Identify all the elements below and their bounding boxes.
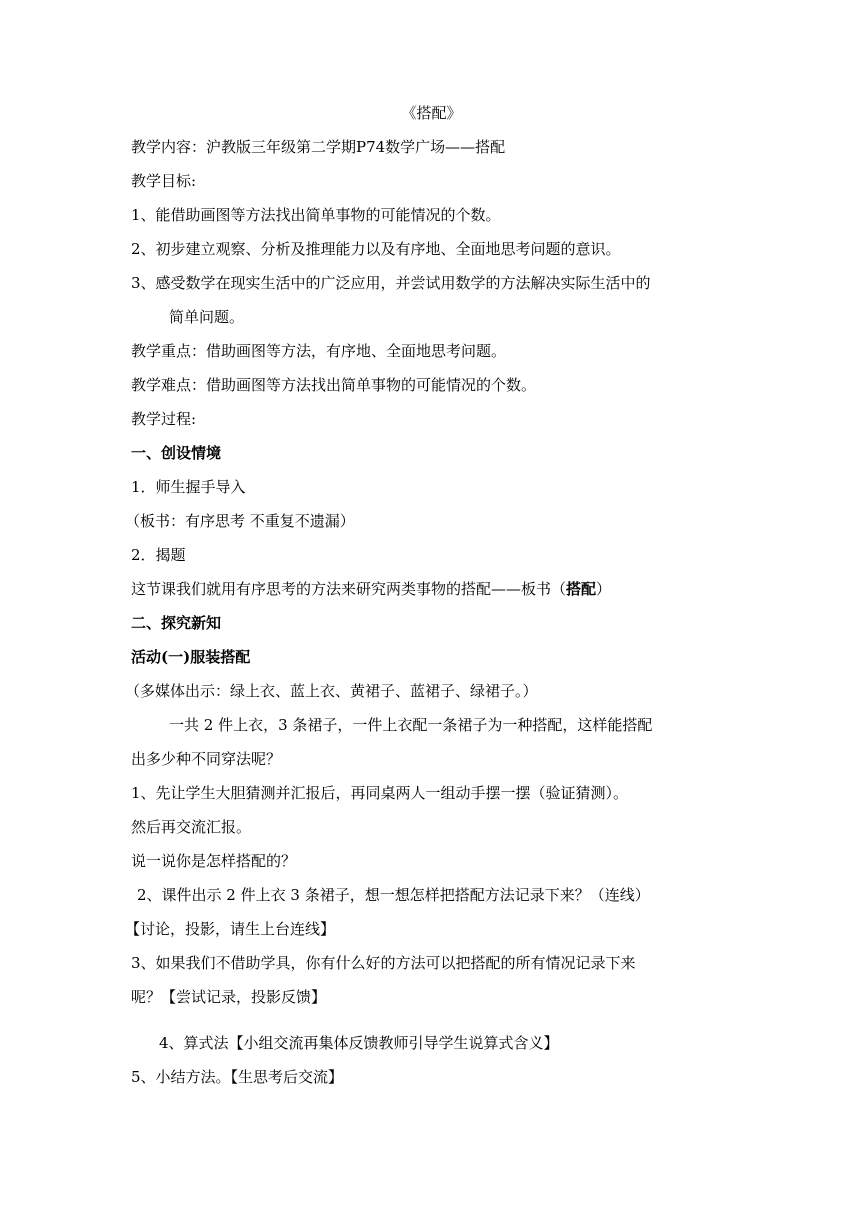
problem-line-1: 一共 2 件上衣，3 条裙子，一件上衣配一条裙子为一种搭配，这样能搭配 (169, 716, 653, 734)
item-5: 5、小结方法。【生思考后交流】 (131, 1068, 344, 1086)
step-2: 2．揭题 (131, 546, 186, 564)
goal-item-3: 3、感受数学在现实生活中的广泛应用，并尝试用数学的方法解决实际生活中的 (131, 274, 651, 292)
item-2-continued: 【讨论，投影，请生上台连线】 (125, 920, 336, 938)
item-3-continued: 呢？【尝试记录，投影反馈】 (131, 988, 327, 1006)
goal-item-1: 1、能借助画图等方法找出简单事物的可能情况的个数。 (131, 206, 501, 224)
difficulty: 教学难点：借助画图等方法找出简单事物的可能情况的个数。 (131, 376, 537, 394)
item-1: 1、先让学生大胆猜测并汇报后，再同桌两人一组动手摆一摆（验证猜测）。 (131, 784, 629, 802)
item-1-continued: 然后再交流汇报。 (131, 818, 252, 836)
item-3: 3、如果我们不借助学具，你有什么好的方法可以把搭配的所有情况记录下来 (131, 954, 636, 972)
intro-text: 这节课我们就用有序思考的方法来研究两类事物的搭配——板书（ (131, 580, 567, 598)
intro-close: ） (596, 580, 612, 598)
section-heading-2: 二、探究新知 (131, 614, 222, 632)
step-1: 1．师生握手导入 (131, 478, 246, 496)
section-heading-1: 一、创设情境 (131, 444, 222, 462)
key-point: 教学重点：借助画图等方法，有序地、全面地思考问题。 (131, 342, 507, 360)
goals-label: 教学目标: (131, 172, 197, 190)
goal-item-2: 2、初步建立观察、分析及推理能力以及有序地、全面地思考问题的意识。 (131, 240, 621, 258)
activity-heading: 活动(一)服装搭配 (131, 648, 251, 666)
goal-item-3-continued: 简单问题。 (169, 308, 245, 326)
process-label: 教学过程: (131, 410, 197, 428)
item-2: 2、课件出示 2 件上衣 3 条裙子，想一想怎样把搭配方法记录下来？（连线） (137, 886, 650, 904)
intro-bold-term: 搭配 (566, 580, 597, 598)
problem-line-2: 出多少种不同穿法呢？ (131, 750, 282, 768)
item-4: 4、算式法【小组交流再集体反馈教师引导学生说算式含义】 (159, 1034, 559, 1052)
teaching-content: 教学内容：沪教版三年级第二学期P74数学广场——搭配 (131, 138, 506, 156)
intro-paragraph (131, 572, 732, 606)
ask-line: 说一说你是怎样搭配的？ (131, 852, 297, 870)
media-note: （多媒体出示：绿上衣、蓝上衣、黄裙子、蓝裙子、绿裙子。） (125, 682, 538, 700)
document-title: 《搭配》 (401, 104, 462, 122)
board-note: （板书：有序思考 不重复不遗漏） (125, 512, 355, 530)
